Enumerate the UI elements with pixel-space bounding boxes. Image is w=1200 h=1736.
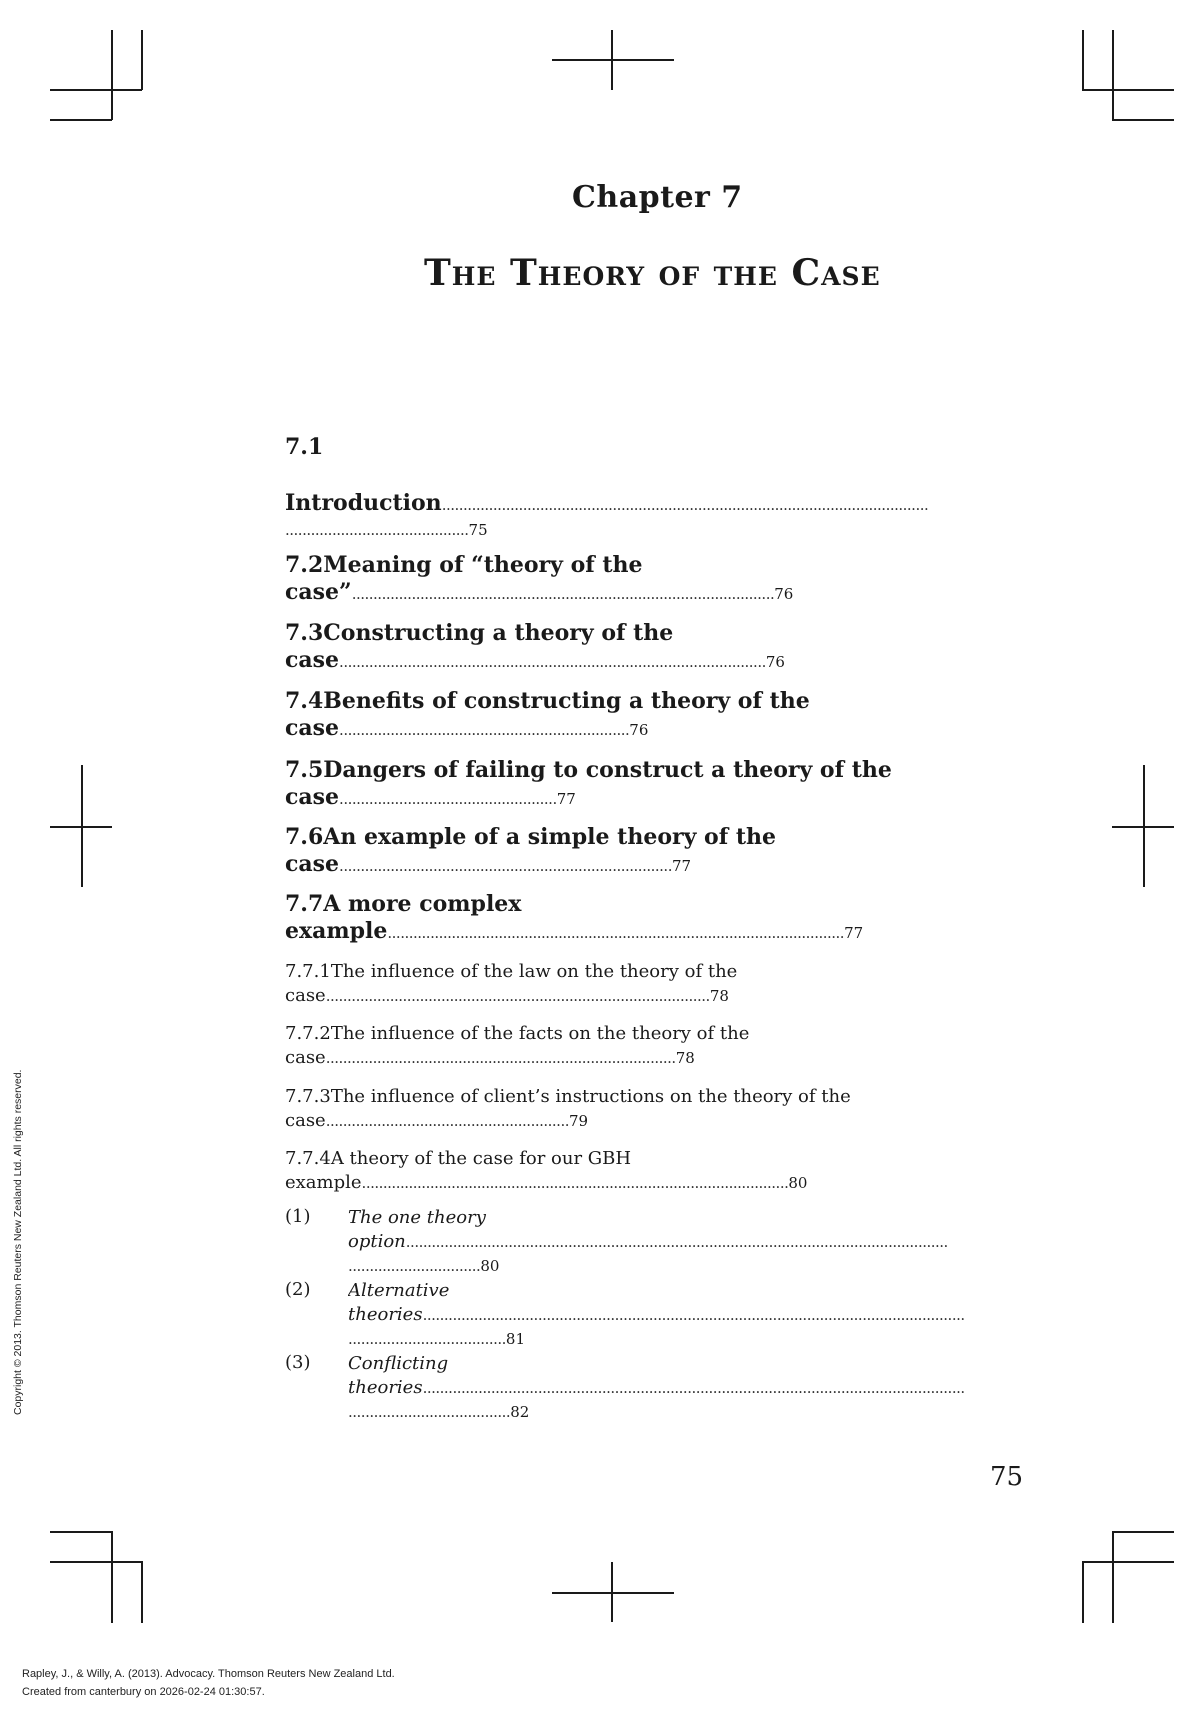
toc-entry[interactable] [285,490,1021,544]
toc-entry-title: The influence of the law on the theory of the [330,961,738,982]
leader-dots: ..................................... [348,1330,506,1348]
toc-item-label: (2) [285,1279,311,1300]
leader-dots: ......................................................... [325,1112,569,1130]
toc-number: 7.7.2 [285,1023,331,1044]
footer-citation: Rapley, J., & Willy, A. (2013). Advocacy. Thomson Reuters New Zealand Ltd. [22,1668,395,1680]
leader-dots: .............................................................................. [339,857,672,875]
leader-dots: ................................................................................................... [351,585,775,603]
leader-dots: .................................................................................. [325,1049,676,1067]
toc-item-label: (1) [285,1206,311,1227]
footer-created: Created from canterbury on 2026-02-24 01:30:57. [22,1686,265,1698]
toc-page: 78 [675,1049,695,1067]
toc-number: 7.5 [285,757,324,783]
toc-entry-title: Alternative [348,1280,450,1301]
leader-dots: ............................................................................................................................... [422,1306,965,1324]
toc-subentry[interactable] [285,960,1021,1008]
leader-dots: ........................................... [285,521,469,539]
toc-section-number: 7.1 [285,434,324,460]
leader-dots: ............................................................................................................................... [422,1379,965,1397]
chapter-label: Chapter 7 [572,180,743,215]
toc-number: 7.7.3 [285,1086,331,1107]
leader-dots: ............................... [348,1257,481,1275]
toc-number: 7.7 [285,891,324,917]
leader-dots: ...................................... [348,1403,511,1421]
toc-entry[interactable] [285,552,1021,608]
page-number: 75 [990,1462,1024,1492]
leader-dots: ............................................................................................................................... [405,1233,948,1251]
chapter-title: The Theory of the Case [424,252,881,294]
toc-entry-title-end: option [348,1231,406,1252]
leader-dots: .................................................................... [339,721,630,739]
toc-number: 7.6 [285,824,324,850]
toc-entry-title: A theory of the case for our GBH [330,1148,632,1169]
toc-entry-title-end: case [285,784,340,810]
toc-entry-title: The influence of client’s instructions on the theory of the [330,1086,851,1107]
toc-page: 77 [671,857,692,875]
leader-dots: .................................................................................................... [361,1174,789,1192]
toc-entry-title: Introduction [285,490,442,516]
toc-entry[interactable] [285,688,1021,744]
leader-dots: .................................................................................................... [339,653,766,671]
toc-page: 76 [774,585,794,603]
toc-entry-title-end: theories [348,1377,423,1398]
toc-entry-title-end: case” [285,579,352,605]
toc-number: 7.7.1 [285,961,331,982]
toc-page: 81 [505,1330,526,1348]
toc-subentry[interactable] [285,1022,1021,1070]
leader-dots: ........................................................................................................... [387,924,845,942]
toc-page: 75 [468,521,488,539]
toc-entry-title-end: case [285,1047,326,1068]
toc-number: 7.4 [285,688,324,714]
toc-entry-title: Constructing a theory of the [323,620,674,646]
toc-entry-title: Meaning of “theory of the [323,552,643,578]
toc-page: 76 [629,721,649,739]
toc-entry-title-end: example [285,918,388,944]
toc-entry[interactable] [285,620,1021,676]
toc-entry-title: An example of a simple theory of the [323,824,776,850]
leader-dots: .......................................................................................... [325,987,710,1005]
toc-entry-title-end: case [285,1110,326,1131]
toc-page: 77 [844,924,864,942]
toc-entry-title-end: case [285,647,340,673]
toc-entry-title-end: example [285,1172,362,1193]
toc-page: 82 [510,1403,530,1421]
leader-dots: .................................................................................................................. [441,496,929,514]
toc-entry-title: A more complex [323,891,522,917]
toc-entry-title-end: case [285,985,326,1006]
toc-entry-title: The influence of the facts on the theory of the [330,1023,750,1044]
toc-entry-title-end: case [285,715,340,741]
toc-entry[interactable] [285,757,1021,813]
copyright-notice: Copyright © 2013. Thomson Reuters New Zealand Ltd. All rights reserved. [12,1069,24,1415]
toc-page: 80 [788,1174,808,1192]
toc-entry-title-end: case [285,851,340,877]
toc-entry-title-end: theories [348,1304,423,1325]
toc-subentry[interactable] [285,1085,1021,1133]
toc-entry-title: Conflicting [348,1353,449,1374]
toc-entry-title: The one theory [348,1207,486,1228]
toc-item-label: (3) [285,1352,311,1373]
toc-page: 78 [709,987,729,1005]
toc-page: 76 [765,653,785,671]
toc-page: 77 [556,790,576,808]
toc-entry-title: Dangers of failing to construct a theory of the [323,757,892,783]
toc-number: 7.7.4 [285,1148,331,1169]
toc-entry[interactable] [285,824,1021,880]
toc-page: 80 [480,1257,500,1275]
toc-number: 7.2 [285,552,324,578]
toc-subentry[interactable] [285,1147,1021,1195]
toc-entry[interactable] [285,891,1021,947]
toc-page: 79 [568,1112,589,1130]
toc-number: 7.3 [285,620,324,646]
toc-entry-title: Benefits of constructing a theory of the [323,688,810,714]
leader-dots: ................................................... [339,790,557,808]
